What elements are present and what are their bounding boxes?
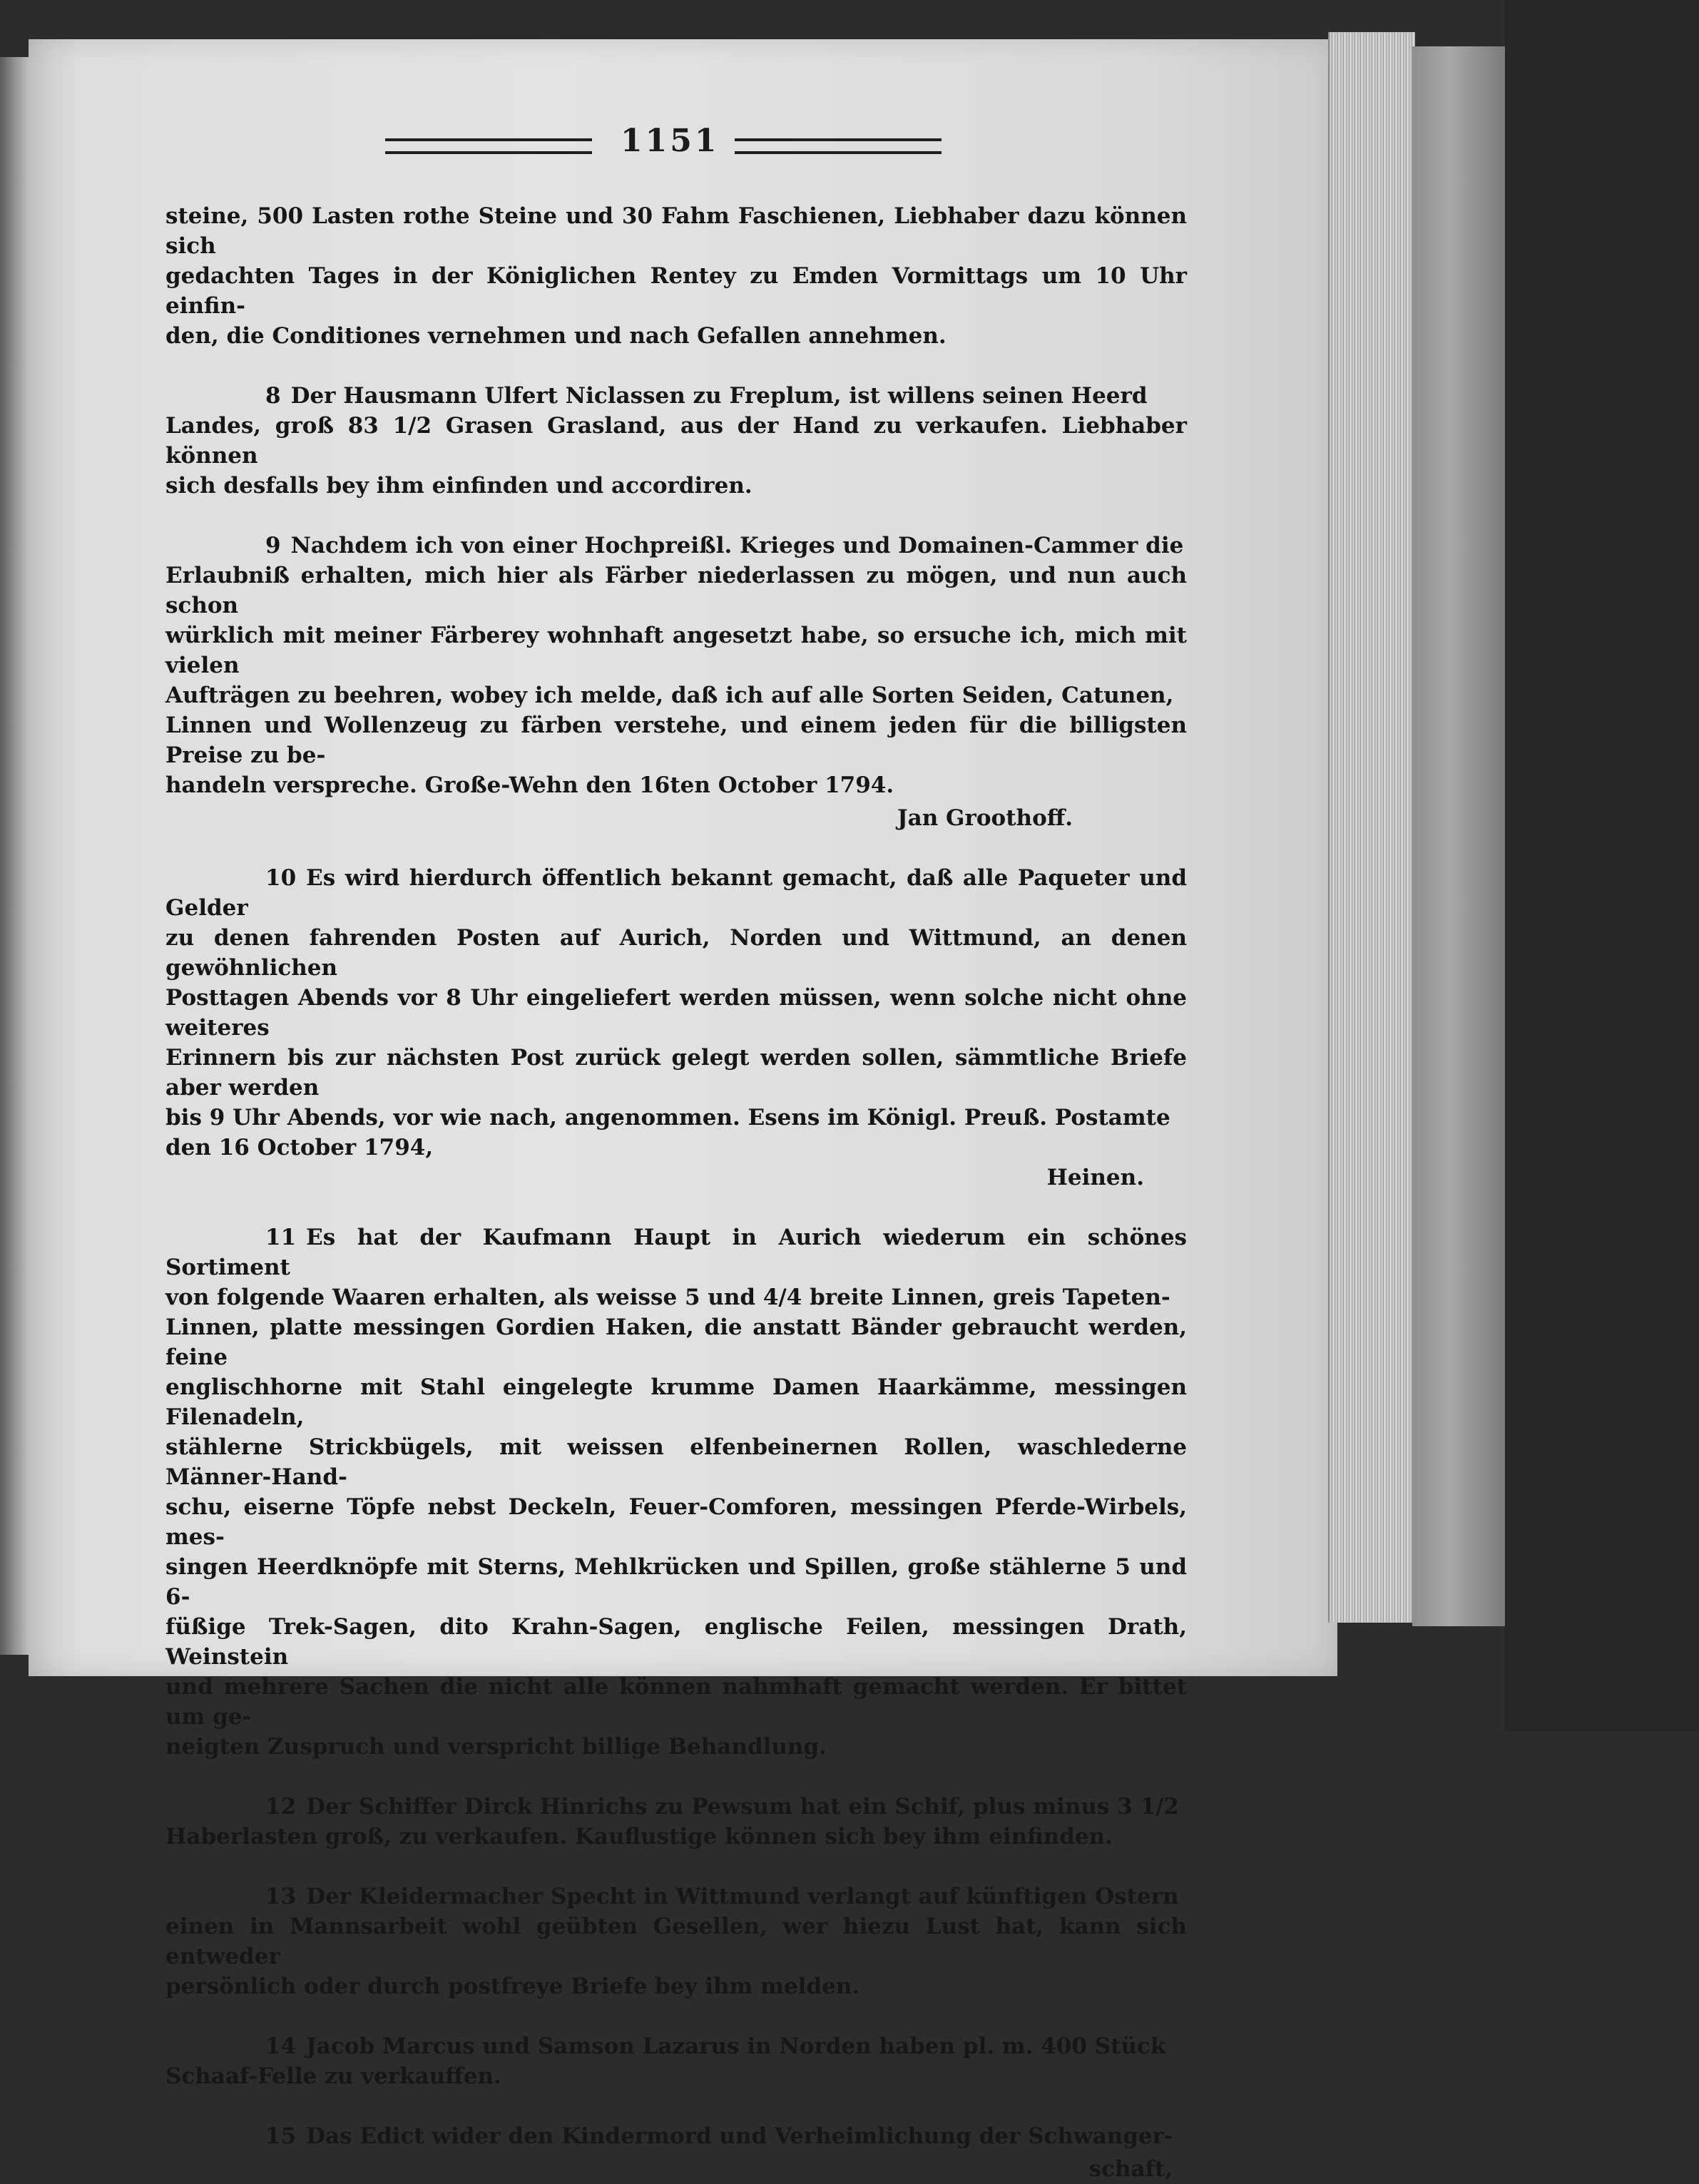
text-line (165, 2121, 1187, 2151)
text-line-content: Das Edict wider den Kindermord und Verheimlichung der Schwanger- (306, 2123, 1173, 2149)
text-line: handeln verspreche. Große-Wehn den 16ten October 1794. (165, 772, 894, 798)
text-line: von folgende Waaren erhalten, als weisse 5 und 4/4 breite Linnen, greis Tapeten- (165, 1285, 1170, 1310)
text-line: und mehrere Sachen die nicht alle können nahmhaft gemacht werden. Er bittet um ge- (165, 1674, 1187, 1730)
text-line (165, 531, 1187, 561)
signature: Heinen. (1046, 1165, 1144, 1190)
text-line: persönlich oder durch postfreye Briefe bey ihm melden. (165, 1974, 860, 1999)
text-line: englischhorne mit Stahl eingelegte krumme Damen Haarkämme, messingen Filenadeln, (165, 1374, 1187, 1430)
book-cover-edge (1412, 46, 1507, 1626)
text-line (165, 1223, 1187, 1282)
text-line (165, 381, 1187, 411)
text-line: Schaaf-Felle zu verkauffen. (165, 2063, 501, 2089)
text-line: würklich mit meiner Färberey wohnhaft angesetzt habe, so ersuche ich, mich mit vielen (165, 623, 1187, 678)
notice-number: 12 (265, 1794, 297, 1820)
text-line-content: Es wird hierdurch öffentlich bekannt gemacht, daß alle Paqueter und Gelder (165, 865, 1187, 921)
text-line (165, 2031, 1187, 2061)
notice-number: 8 (265, 383, 281, 409)
header-rule-left (385, 138, 592, 154)
text-line: bis 9 Uhr Abends, vor wie nach, angenommen. Esens im Königl. Preuß. Postamte (165, 1105, 1170, 1131)
notice-paragraph (165, 1223, 1187, 1762)
page-text (165, 201, 1187, 2184)
text-line: zu denen fahrenden Posten auf Aurich, Norden und Wittmund, an denen gewöhnlichen (165, 925, 1187, 981)
text-line: den 16 October 1794, (165, 1135, 434, 1160)
text-line-content: Der Schiffer Dirck Hinrichs zu Pewsum hat ein Schif, plus minus 3 1/2 (306, 1794, 1180, 1820)
scan-background (1505, 0, 1699, 1731)
text-line (165, 1882, 1187, 1912)
notice-paragraph (165, 2121, 1187, 2151)
notice-number: 15 (265, 2123, 297, 2149)
notice-number: 10 (265, 865, 297, 891)
left-page-edge (0, 57, 29, 1655)
text-line (165, 863, 1187, 923)
text-line: einen in Mannsarbeit wohl geübten Gesellen, wer hiezu Lust hat, kann sich entweder (165, 1914, 1187, 1969)
notice-number: 9 (265, 533, 281, 558)
notice-paragraph (165, 381, 1187, 501)
page-header (385, 123, 942, 165)
text-line: singen Heerdknöpfe mit Sterns, Mehlkrücken und Spillen, große stählerne 5 und 6- (165, 1554, 1187, 1610)
notice-number: 11 (265, 1225, 297, 1250)
text-line: schu, eiserne Töpfe nebst Deckeln, Feuer-Comforen, messingen Pferde-Wirbels, mes- (165, 1494, 1187, 1550)
text-line: den, die Conditiones vernehmen und nach Gefallen annehmen. (165, 323, 947, 349)
text-line: Linnen, platte messingen Gordien Haken, die anstatt Bänder gebraucht werden, feine (165, 1315, 1187, 1370)
text-line: sich desfalls bey ihm einfinden und accordiren. (165, 473, 752, 499)
text-line: Posttagen Abends vor 8 Uhr eingeliefert werden müssen, wenn solche nicht ohne weiteres (165, 985, 1187, 1041)
text-line: Erlaubniß erhalten, mich hier als Färber niederlassen zu mögen, und nun auch schon (165, 563, 1187, 618)
text-line: neigten Zuspruch und verspricht billige Behandlung. (165, 1734, 827, 1760)
text-line: Haberlasten groß, zu verkaufen. Kauflustige können sich bey ihm einfinden. (165, 1824, 1113, 1849)
text-line: gedachten Tages in der Königlichen Rentey zu Emden Vormittags um 10 Uhr einfin- (165, 263, 1187, 319)
notice-number: 13 (265, 1884, 297, 1909)
text-line: Erinnern bis zur nächsten Post zurück gelegt werden sollen, sämmtliche Briefe aber werden (165, 1045, 1187, 1101)
text-line-content: Nachdem ich von einer Hochpreißl. Krieges und Domainen-Cammer die (290, 533, 1184, 558)
text-line-content: Der Hausmann Ulfert Niclassen zu Freplum, ist willens seinen Heerd (290, 383, 1148, 409)
page-number: 1151 (621, 123, 720, 159)
text-line: füßige Trek-Sagen, dito Krahn-Sagen, englische Feilen, messingen Drath, Weinstein (165, 1614, 1187, 1670)
notice-paragraph (165, 1882, 1187, 2001)
notice-paragraph (165, 863, 1187, 1163)
text-line-content: Der Kleidermacher Specht in Wittmund verlangt auf künftigen Ostern (306, 1884, 1179, 1909)
notice-paragraph (165, 201, 1187, 351)
page-edges (1328, 32, 1415, 1623)
text-line: Aufträgen zu beehren, wobey ich melde, daß ich auf alle Sorten Seiden, Catunen, (165, 683, 1174, 708)
text-line: stählerne Strickbügels, mit weissen elfenbeinernen Rollen, waschlederne Männer-Hand- (165, 1434, 1187, 1490)
notice-paragraph (165, 1792, 1187, 1852)
header-rule-right (735, 138, 942, 154)
text-line-content: Es hat der Kaufmann Haupt in Aurich wiederum ein schönes Sortiment (165, 1225, 1187, 1280)
text-line-content: Jacob Marcus und Samson Lazarus in Norden haben pl. m. 400 Stück (306, 2034, 1166, 2059)
text-line: steine, 500 Lasten rothe Steine und 30 Fahm Faschienen, Liebhaber dazu können sich (165, 203, 1187, 259)
text-line (165, 1792, 1187, 1822)
notice-paragraph (165, 2031, 1187, 2091)
catchword: schaft, (1088, 2156, 1173, 2182)
text-line: Landes, groß 83 1/2 Grasen Grasland, aus der Hand zu verkaufen. Liebhaber können (165, 413, 1187, 469)
text-line: Linnen und Wollenzeug zu färben verstehe, und einem jeden für die billigsten Preise zu be- (165, 713, 1187, 768)
notice-number: 14 (265, 2034, 297, 2059)
signature: Jan Groothoff. (897, 805, 1073, 831)
notice-paragraph (165, 531, 1187, 800)
